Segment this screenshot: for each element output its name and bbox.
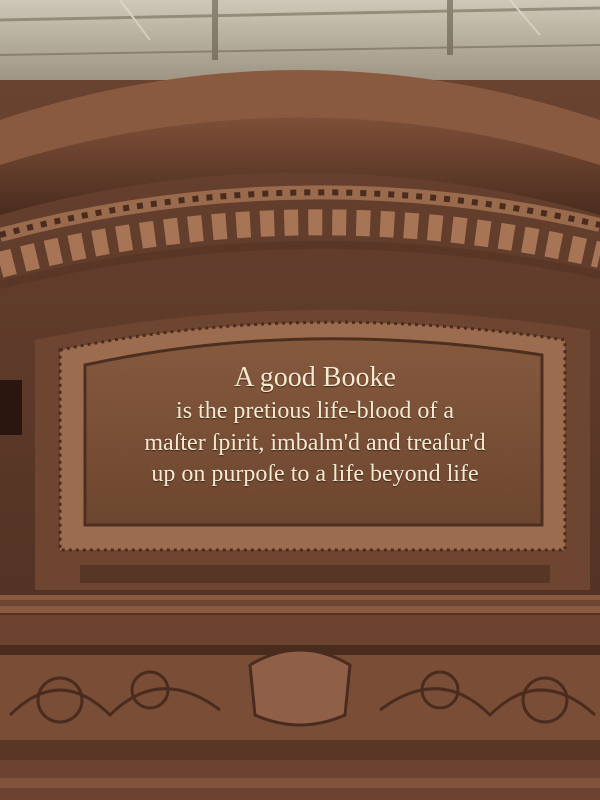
inscription-line-2: is the pretious life-blood of a: [176, 398, 454, 425]
inscription-line-3: maſter ſpirit, imbalm'd and treaſur'd: [144, 429, 486, 456]
inscription-line-1: A good Booke: [234, 362, 396, 394]
bottom-molding: [0, 740, 600, 760]
panel-ledge: [80, 565, 550, 583]
inscription-line-4: up on purpoſe to a life beyond life: [151, 460, 479, 487]
frieze-cartouche: [250, 650, 350, 725]
cornice-band-2: [0, 615, 600, 645]
left-bracket: [0, 380, 22, 435]
gilt-inscription: [90, 340, 540, 510]
